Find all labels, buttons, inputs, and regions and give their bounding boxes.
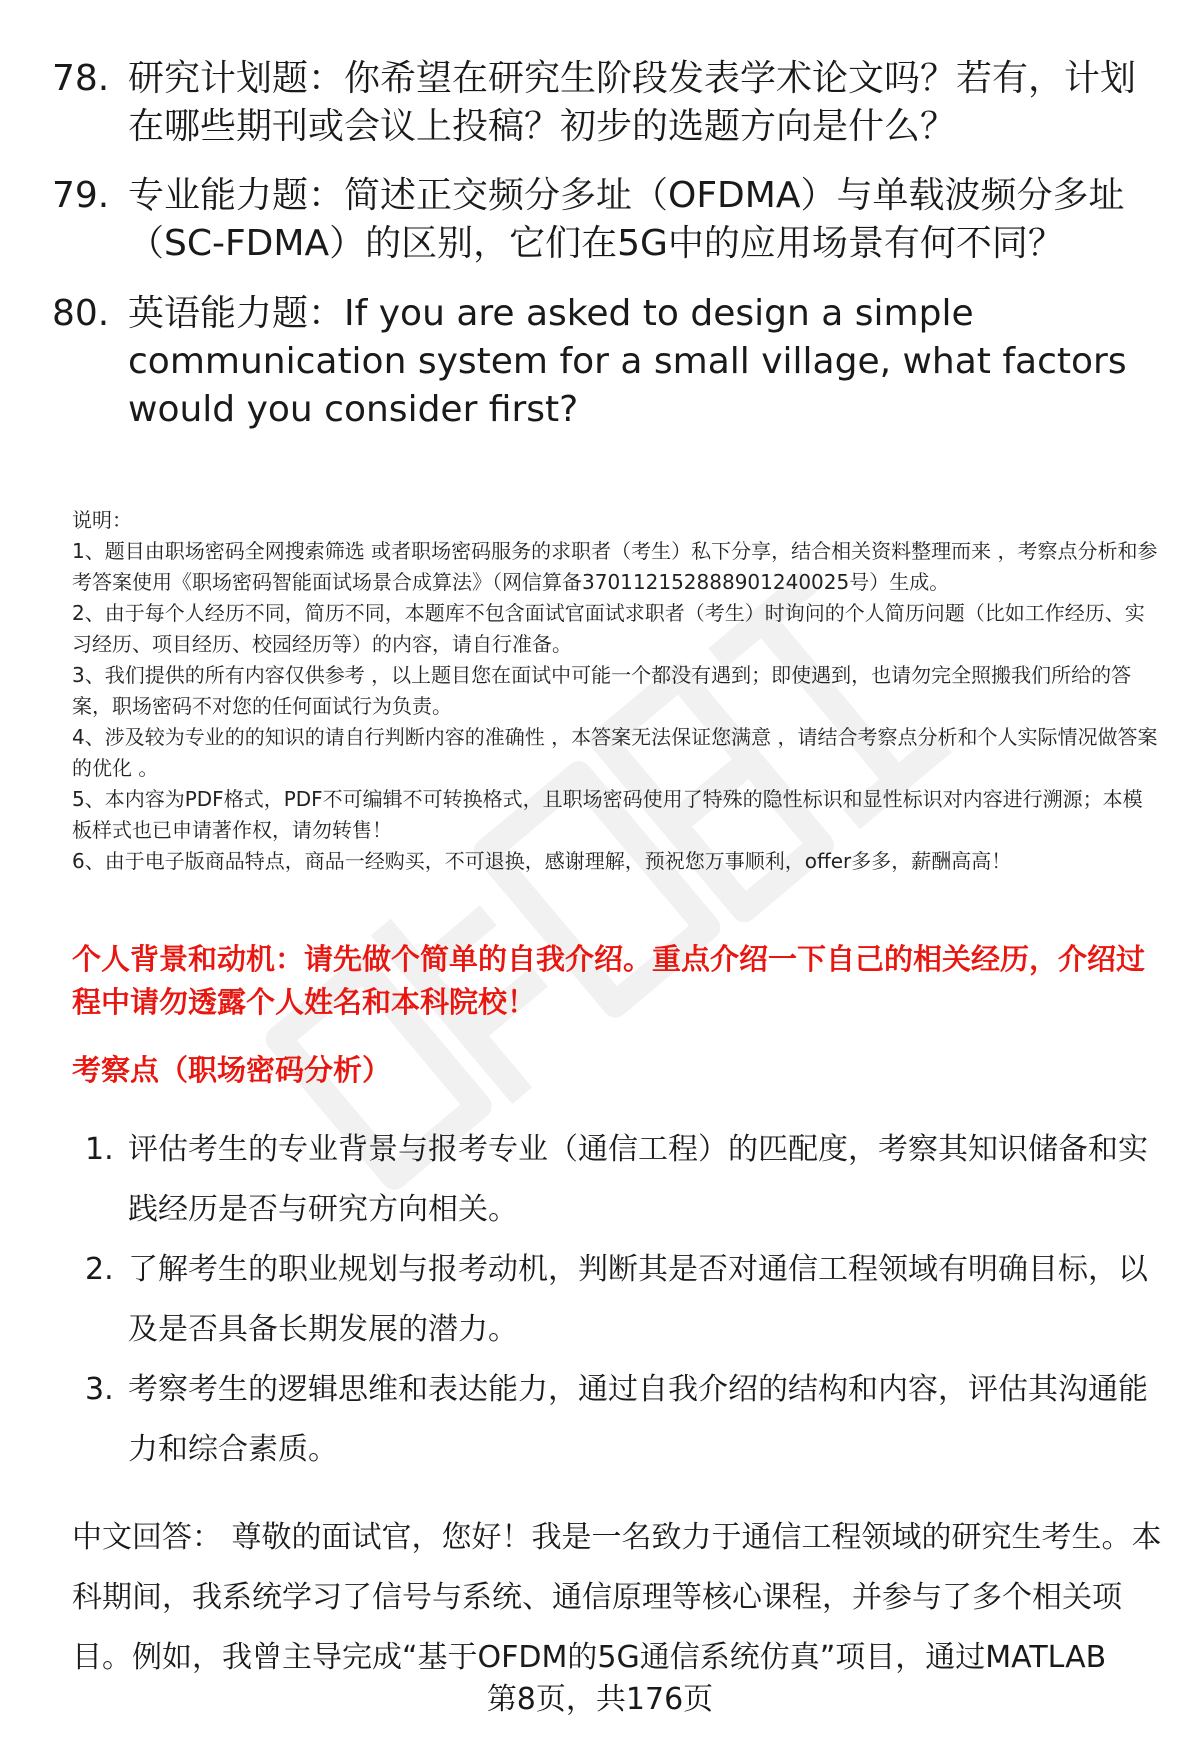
note-item: 1、题目由职场密码全网搜索筛选 或者职场密码服务的求职者（考生）私下分享，结合相关资料整理而来 ，考察点分析和参考答案使用《职场密码智能面试场景合成算法》（网信算备370112152888901240025号）生成。 [72,539,1158,594]
notes-section [72,505,1162,877]
point-text: 评估考生的专业背景与报考专业（通信工程）的匹配度，考察其知识储备和实践经历是否与研究方向相关。 [128,1132,1148,1227]
note-item: 6、由于电子版商品特点，商品一经购买，不可退换，感谢理解，预祝您万事顺利，offer多多，薪酬高高！ [72,849,1012,873]
question-text: 英语能力题：If you are asked to design a simple communication system for a small village, what factors would you consider first? [128,293,1127,430]
point-text: 考察考生的逻辑思维和表达能力，通过自我介绍的结构和内容，评估其沟通能力和综合素质。 [128,1372,1148,1467]
main-question: 个人背景和动机：请先做个简单的自我介绍。重点介绍一下自己的相关经历，介绍过程中请勿透露个人姓名和本科院校！ [72,942,1146,1019]
question-number: 79. [52,175,110,216]
analysis-heading: 考察点（职场密码分析） [72,1053,392,1087]
analysis-point [72,1120,1162,1240]
question-78 [52,55,1152,151]
question-number: 78. [52,58,110,99]
analysis-point [72,1240,1162,1360]
answer-text: 中文回答： 尊敬的面试官，您好！我是一名致力于通信工程领域的研究生考生。本科期间，我系统学习了信号与系统、通信原理等核心课程，并参与了多个相关项目。例如，我曾主导完成“基于OFDM的5G通信系统仿真”项目，通过MATLAB [72,1520,1162,1675]
page-footer: 第8页，共176页 [486,1682,714,1717]
note-item: 2、由于每个人经历不同，简历不同，本题库不包含面试官面试求职者（考生）时询问的个人简历问题（比如工作经历、实习经历、项目经历、校园经历等）的内容，请自行准备。 [72,601,1145,656]
point-number: 3. [85,1372,114,1407]
question-text: 专业能力题：简述正交频分多址（OFDMA）与单载波频分多址（SC-FDMA）的区别，它们在5G中的应用场景有何不同？ [128,175,1125,264]
question-80 [52,290,1152,434]
question-text: 研究计划题：你希望在研究生阶段发表学术论文吗？若有，计划在哪些期刊或会议上投稿？初步的选题方向是什么？ [128,58,1137,147]
note-item: 4、涉及较为专业的的知识的请自行判断内容的准确性 ，本答案无法保证您满意 ，请结合考察点分析和个人实际情况做答案的优化 。 [72,725,1158,780]
point-text: 了解考生的职业规划与报考动机，判断其是否对通信工程领域有明确目标，以及是否具备长期发展的潜力。 [128,1252,1148,1347]
note-item: 3、我们提供的所有内容仅供参考 ，以上题目您在面试中可能一个都没有遇到；即使遇到，也请勿完全照搬我们所给的答案，职场密码不对您的任何面试行为负责。 [72,663,1132,718]
question-79 [52,172,1152,268]
point-number: 2. [85,1252,114,1287]
analysis-point [72,1360,1162,1480]
notes-title: 说明： [72,508,132,532]
question-number: 80. [52,293,110,334]
analysis-points [72,1120,1162,1480]
note-item: 5、本内容为PDF格式，PDF不可编辑不可转换格式，且职场密码使用了特殊的隐性标识和显性标识对内容进行溯源；本模板样式也已申请著作权，请勿转售！ [72,787,1143,842]
point-number: 1. [85,1132,114,1167]
